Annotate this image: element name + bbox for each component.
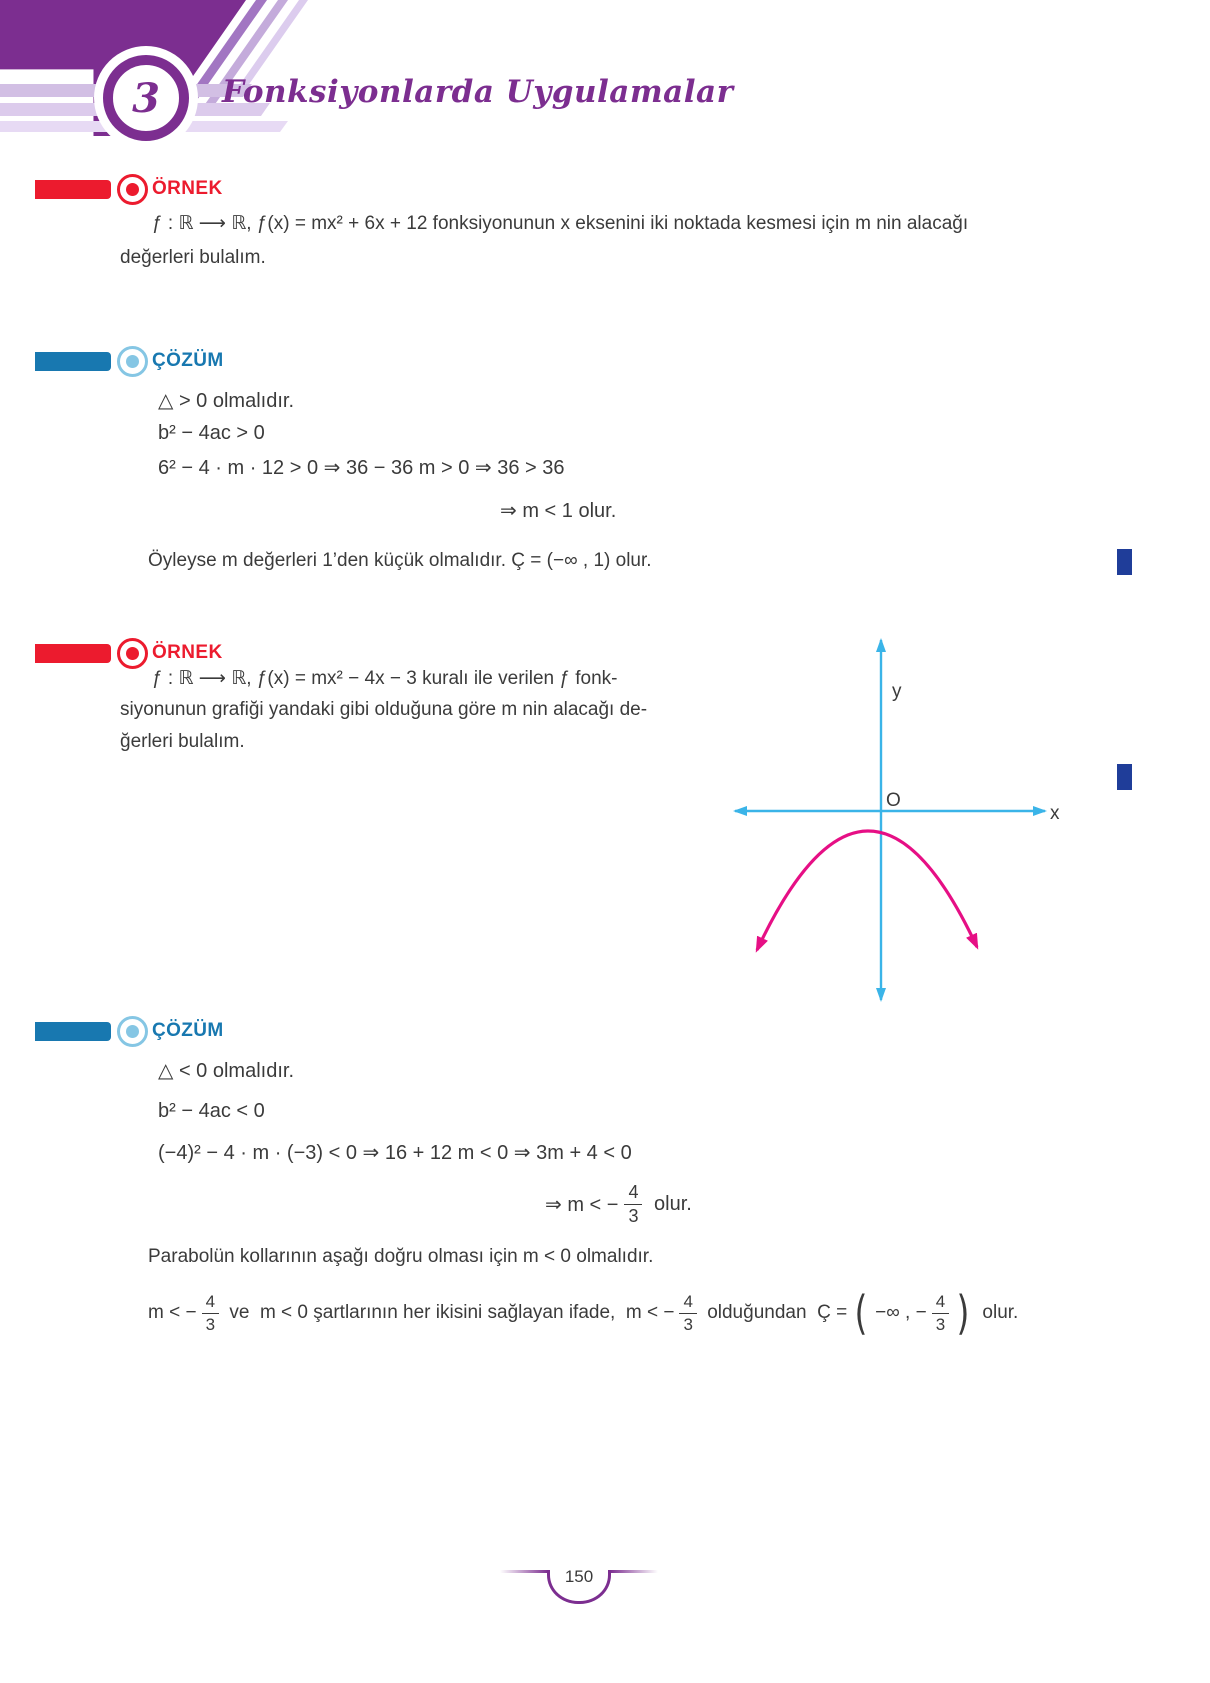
solution2-label: ÇÖZÜM [152,1020,224,1041]
example1-text-line2: değerleri bulalım. [120,247,266,268]
fraction-denominator: 3 [628,1205,639,1226]
final-seg5: olur. [977,1302,1019,1324]
fraction-numerator: 4 [202,1292,219,1314]
final-seg1: m < − [148,1302,197,1324]
unit-number-badge [94,46,198,150]
fraction-denominator: 3 [683,1314,693,1334]
step4-suffix: olur. [648,1192,692,1215]
example2-text-line2: siyonunun grafiği yandaki gibi olduğuna göre m nin alacağı de- [120,699,648,720]
unit-number-ring [103,55,189,141]
example2-text-line3: ğerleri bulalım. [120,731,245,752]
fraction-denominator: 3 [205,1314,216,1334]
concentric-circles-icon [117,346,148,377]
fraction-four-thirds [679,1292,696,1334]
fraction-four-thirds [932,1292,949,1334]
page-number-cup [547,1567,611,1604]
y-axis-label: y [892,681,902,702]
solution2-step3: (−4)² − 4 · m · (−3) < 0 ⇒ 16 + 12 m < 0 ⇒ 3m + 4 < 0 [158,1142,632,1164]
solution1-label: ÇÖZÜM [152,350,224,371]
example1-text-line1: ƒ : ℝ ⟶ ℝ, ƒ(x) = mx² + 6x + 12 fonksiyonunun x eksenini iki noktada kesmesi için m nin alacağı [152,213,969,234]
step4-prefix: ⇒ m < − [545,1193,619,1216]
final-seg2: ve m < 0 şartlarının her ikisini sağlayan ifade, m < − [224,1302,675,1324]
fraction-numerator: 4 [624,1182,642,1205]
fraction-numerator: 4 [932,1292,949,1314]
parabola-graph [688,616,1080,1014]
solution2-heading-bar [35,1022,111,1041]
solution1-step1: △ > 0 olmalıdır. [158,390,294,412]
fraction-numerator: 4 [679,1292,696,1314]
solution2-final-line: m < − $\frac{4}{3}$ ve m < 0 şartlarının her ikisini sağlayan ifade, m < − $\frac{4}{3}$ olduğundan Ç = ( −∞ , − $\frac{4}{3}$ ) olur. [148,1286,1019,1341]
solution1-step2: b² − 4ac > 0 [158,422,265,444]
page-number-badge [500,1567,658,1604]
fraction-four-thirds [624,1182,642,1226]
solution1-step4: ⇒ m < 1 olur. [500,500,617,522]
example2-text-line1: ƒ : ℝ ⟶ ℝ, ƒ(x) = mx² − 4x − 3 kuralı ile verilen ƒ fonk- [152,668,618,689]
solution2-note: Parabolün kollarının aşağı doğru olması için m < 0 olmalıdır. [148,1246,654,1267]
edge-tab-top [1117,549,1132,575]
solution1-conclusion: Öyleyse m değerleri 1’den küçük olmalıdır. Ç = (−∞ , 1) olur. [148,550,652,571]
concentric-circles-icon [117,1016,148,1047]
example2-label: ÖRNEK [152,642,223,663]
example1-heading-bar [35,180,111,199]
example2-heading-bar [35,644,111,663]
solution1-heading-bar [35,352,111,371]
unit-number: 3 [132,74,160,122]
edge-tab-bottom [1117,764,1132,790]
example1-label: ÖRNEK [152,178,223,199]
concentric-circles-icon [117,638,148,669]
solution2-step1: △ < 0 olmalıdır. [158,1060,294,1082]
concentric-circles-icon [117,174,148,205]
solution2-step4 [545,1182,692,1226]
solution1-step3: 6² − 4 · m · 12 > 0 ⇒ 36 − 36 m > 0 ⇒ 36 > 36 [158,457,565,479]
final-seg3: olduğundan Ç = [701,1302,848,1324]
origin-label: O [886,790,901,811]
parabola-curve [757,831,977,950]
fraction-denominator: 3 [935,1314,946,1334]
page-number: 150 [564,1567,594,1586]
solution2-step2: b² − 4ac < 0 [158,1100,265,1122]
fraction-four-thirds [202,1292,219,1334]
x-axis-label: x [1050,803,1060,824]
footer-line-right [610,1570,658,1573]
final-seg4: −∞ , − [875,1302,927,1324]
page-title: Fonksiyonlarda Uygulamalar [222,74,734,110]
footer-line-left [500,1570,548,1573]
